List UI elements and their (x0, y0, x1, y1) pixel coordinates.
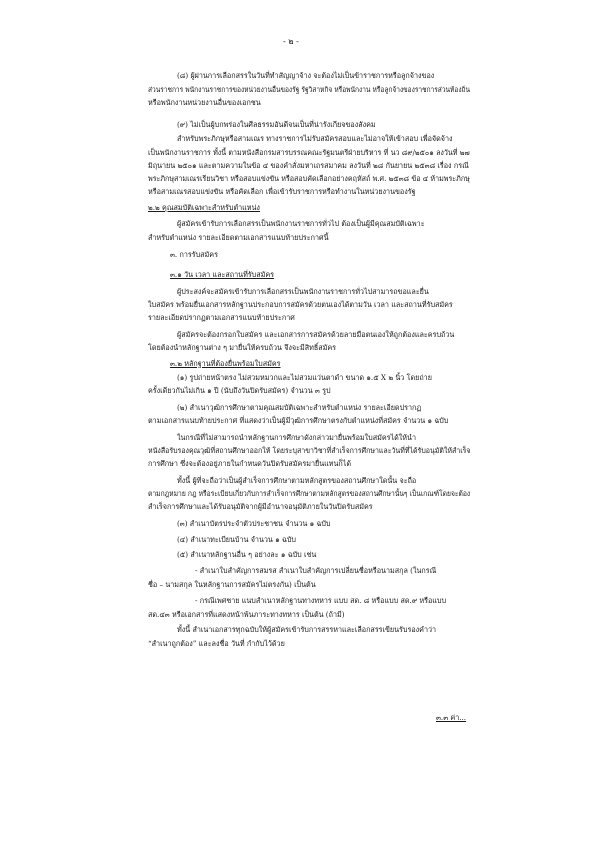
paragraph-line: โดยต้องนำหลักฐานต่าง ๆ มายื่นให้ครบถ้วน จึงจะมีสิทธิ์สมัคร (148, 343, 337, 352)
paragraph-line: (๑) รูปถ่ายหน้าตรง ไม่สวมหมวกและไม่สวมแว่นตาดำ ขนาด ๑.๕ X ๒ นิ้ว โดยถ่าย (177, 373, 432, 382)
paragraph-line: เป็นพนักงานราชการ ทั้งนี้ ตามหนังสือกรมสารบรรณคณะรัฐมนตรีฝ่ายบริหาร ที่ นว ๘๙/๒๕๐๑ ลงวันที่ ๒๗ (148, 148, 470, 157)
paragraph-line: (๒) สำเนาวุฒิการศึกษาตามคุณสมบัติเฉพาะสำหรับตำแหน่ง รายละเอียดปรากฏ (177, 403, 422, 412)
paragraph-line: ชื่อ – นามสกุล ในหลักฐานการสมัครไม่ตรงกัน) เป็นต้น (148, 580, 316, 589)
paragraph-line: รายละเอียดปรากฏตามเอกสารแนบท้ายประกาศ (148, 313, 295, 322)
paragraph-line: ทั้งนี้ ผู้ที่จะถือว่าเป็นผู้สำเร็จการศึกษาตามหลักสูตรของสถานศึกษาใดนั้น จะถือ (177, 476, 417, 485)
paragraph-line: (๕) สำเนาหลักฐานอื่น ๆ อย่างละ ๑ ฉบับ เช่น (177, 550, 317, 559)
paragraph-line: สำเร็จการศึกษาและได้รับอนุมัติจากผู้มีอำนาจอนุมัติภายในวันปิดรับสมัคร (148, 502, 373, 511)
paragraph-line: สด.๔๓ หรือเอกสารที่แสดงหน้าพ้นภาระทางทหาร เป็นต้น (ถ้ามี) (148, 610, 345, 619)
paragraph-line: มิถุนายน ๒๕๐๑ และตามความในข้อ ๔ ของคำสั่งมหาเถรสมาคม ลงวันที่ ๒๘ กันยายน ๒๕๓๘ เรื่อง กรณี (148, 161, 469, 170)
paragraph-line: พระภิกษุสามเณรเรียนวิชา หรือสอบแข่งขัน หรือสอบคัดเลือกอย่างคฤหัสถ์ พ.ศ. ๒๕๓๘ ข้อ ๔ ห้ามพระภิกษุ (148, 174, 470, 183)
paragraph-line: (๘) ผู้ผ่านการเลือกสรรในวันที่ทำสัญญาจ้าง จะต้องไม่เป็นข้าราชการหรือลูกจ้างของ (177, 71, 435, 80)
paragraph-line: ครั้งเดียวกันไม่เกิน ๑ ปี (นับถึงวันปิดรับสมัคร) จำนวน ๓ รูป (148, 386, 331, 395)
paragraph-line: - สำเนาใบสำคัญการสมรส สำเนาใบสำคัญการเปลี่ยนชื่อหรือนามสกุล (ในกรณี (195, 566, 437, 575)
section-heading: ๓. การรับสมัคร (170, 250, 218, 259)
section-heading: ๓.๒ หลักฐานที่ต้องยื่นพร้อมใบสมัคร (170, 359, 281, 368)
paragraph-line: ตามกฎหมาย กฎ หรือระเบียบเกี่ยวกับการสำเร็จการศึกษาตามหลักสูตรของสถานศึกษานั้นๆ เป็นเกณฑ์โดยจะต้อง (148, 489, 471, 498)
paragraph-line: ทั้งนี้ สำเนาเอกสารทุกฉบับให้ผู้สมัครเข้ารับการสรรหาและเลือกสรรเขียนรับรองคำว่า (177, 625, 437, 634)
continuation-marker: ๓.๓ ค่า... (436, 713, 467, 722)
paragraph-line: ส่วนราชการ พนักงานราชการของหน่วยงานอื่นของรัฐ รัฐวิสาหกิจ หรือพนักงาน หรือลูกจ้างของราชการส่วนท้องถิ่น (148, 85, 471, 94)
paragraph-line: (๔) สำเนาทะเบียนบ้าน จำนวน ๑ ฉบับ (177, 535, 296, 544)
paragraph-line: สำหรับตำแหน่ง รายละเอียดตามเอกสารแนบท้ายประกาศนี้ (148, 233, 329, 242)
paragraph-line: หนังสือรับรองคุณวุฒิที่สถานศึกษาออกให้ โดยระบุสาขาวิชาที่สำเร็จการศึกษาและวันที่ที่ได้รับอนุมัติให้สำเร็จ (148, 446, 471, 455)
section-heading: ๒.๒ คุณสมบัติเฉพาะสำหรับตำแหน่ง (148, 203, 260, 212)
paragraph-line: การศึกษา ซึ่งจะต้องอยู่ภายในกำหนดวันปิดรับสมัครมายื่นแทนก็ได้ (148, 459, 352, 468)
page-number: - ๒ - (283, 37, 299, 46)
paragraph-line: หรือพนักงานหน่วยงานอื่นของเอกชน (148, 98, 261, 107)
paragraph-line: สำหรับพระภิกษุหรือสามเณร ทางราชการไม่รับสมัครสอบและไม่อาจให้เข้าสอบ เพื่อจัดจ้าง (177, 134, 453, 143)
section-heading: ๓.๑ วัน เวลา และสถานที่รับสมัคร (170, 270, 275, 279)
paragraph-line: ผู้ประสงค์จะสมัครเข้ารับการเลือกสรรเป็นพนักงานราชการทั่วไปสามารถขอและยื่น (177, 287, 429, 296)
paragraph-line: ในกรณีที่ไม่สามารถนำหลักฐานการศึกษาดังกล่าวมายื่นพร้อมใบสมัครได้ให้นำ (177, 433, 416, 442)
paragraph-line: ตามเอกสารแนบท้ายประกาศ ที่แสดงว่าเป็นผู้มีวุฒิการศึกษาตรงกับตำแหน่งที่สมัคร จำนวน ๑ ฉบับ (148, 416, 449, 425)
paragraph-line: ผู้สมัครเข้ารับการเลือกสรรเป็นพนักงานราชการทั่วไป ต้องเป็นผู้มีคุณสมบัติเฉพาะ (177, 219, 425, 228)
paragraph-line: - กรณีเพศชาย แนบสำเนาหลักฐานทางทหาร แบบ สด. ๘ หรือแบบ สด.๙ หรือแบบ (195, 596, 447, 605)
paragraph-line: ใบสมัคร พร้อมยื่นเอกสารหลักฐานประกอบการสมัครด้วยตนเองได้ตามวัน เวลา และสถานที่รับสมัคร (148, 300, 453, 309)
paragraph-line: (๓) สำเนาบัตรประจำตัวประชาชน จำนวน ๑ ฉบับ (177, 519, 331, 528)
paragraph-line: (๙) ไม่เป็นผู้บกพร่องในศีลธรรมอันดีจนเป็นที่น่ารังเกียจของสังคม (177, 120, 376, 129)
paragraph-line: หรือสามเณรสอบแข่งขัน หรือคัดเลือก เพื่อเข้ารับราชการหรือทำงานในหน่วยงานของรัฐ (148, 187, 416, 196)
paragraph-line: “สำเนาถูกต้อง” และลงชื่อ วันที่ กำกับไว้ด้วย (148, 639, 285, 648)
paragraph-line: ผู้สมัครจะต้องกรอกใบสมัคร และเอกสารการสมัครด้วยลายมือตนเองให้ถูกต้องและครบถ้วน (177, 330, 455, 339)
